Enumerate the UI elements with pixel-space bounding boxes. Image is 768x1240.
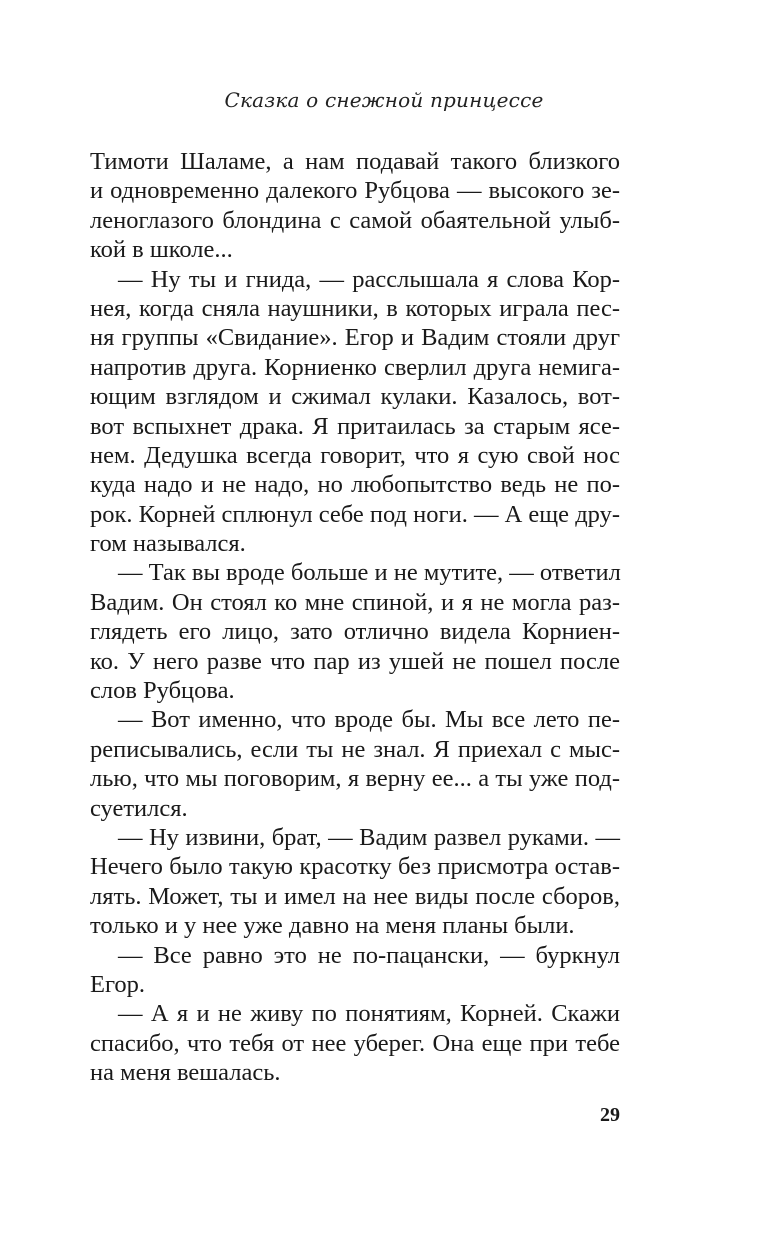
body-text	[90, 147, 620, 1088]
text-line: Нечего было такую красотку без присмотра остав-	[90, 853, 620, 881]
text-line: спасибо, что тебя от нее уберег. Она еще при тебе	[90, 1029, 620, 1057]
text-line: гом назывался.	[90, 530, 246, 558]
text-line: — Вот именно, что вроде бы. Мы все лето пе-	[118, 706, 620, 734]
text-line: — Ну ты и гнида, — расслышала я слова Кор-	[118, 265, 620, 293]
text-line: нея, когда сняла наушники, в которых играла пес-	[90, 294, 620, 322]
text-line: куда надо и не надо, но любопытство ведь не по-	[90, 471, 620, 499]
text-line: ня группы «Свидание». Егор и Вадим стояли друг	[90, 324, 620, 352]
text-line: только и у нее уже давно на меня планы были.	[90, 912, 575, 940]
text-line: вот вспыхнет драка. Я притаилась за старым ясе-	[90, 412, 620, 440]
text-line: реписывались, если ты не знал. Я приехал с мыс-	[90, 735, 620, 763]
text-line: — А я и не живу по понятиям, Корней. Скажи	[118, 1000, 620, 1028]
text-line: напротив друга. Корниенко сверлил друга немига-	[90, 353, 620, 381]
text-line: ющим взглядом и сжимал кулаки. Казалось, вот-	[90, 383, 620, 411]
text-line: и одновременно далекого Рубцова — высокого зе-	[90, 177, 620, 205]
text-line: леноглазого блондина с самой обаятельной улыб-	[90, 206, 620, 234]
text-line: на меня вешалась.	[90, 1059, 281, 1087]
text-line: рок. Корней сплюнул себе под ноги. — А еще дру-	[90, 500, 620, 528]
text-line: слов Рубцова.	[90, 677, 235, 705]
page-number: 29	[600, 1104, 620, 1126]
text-line: Вадим. Он стоял ко мне спиной, и я не могла раз-	[90, 588, 620, 616]
text-line: суетился.	[90, 794, 188, 822]
text-line: ко. У него разве что пар из ушей не пошел после	[90, 647, 620, 675]
text-line: — Ну извини, брат, — Вадим развел руками. —	[118, 823, 620, 851]
text-line: Егор.	[90, 970, 146, 998]
text-line: — Так вы вроде больше и не мутите, — ответил	[118, 559, 621, 587]
text-line: — Все равно это не по-пацански, — буркнул	[118, 941, 620, 969]
text-line: лять. Может, ты и имел на нее виды после сборов,	[90, 882, 620, 910]
text-line: нем. Дедушка всегда говорит, что я сую свой нос	[90, 441, 620, 469]
text-line: лью, что мы поговорим, я верну ее... а ты уже под-	[90, 765, 620, 793]
running-head: Сказка о снежной принцессе	[224, 88, 544, 112]
text-line: кой в школе...	[90, 236, 233, 264]
text-line: Тимоти Шаламе, а нам подавай такого близкого	[90, 148, 620, 175]
text-line: глядеть его лицо, зато отлично видела Корниен-	[90, 618, 620, 646]
